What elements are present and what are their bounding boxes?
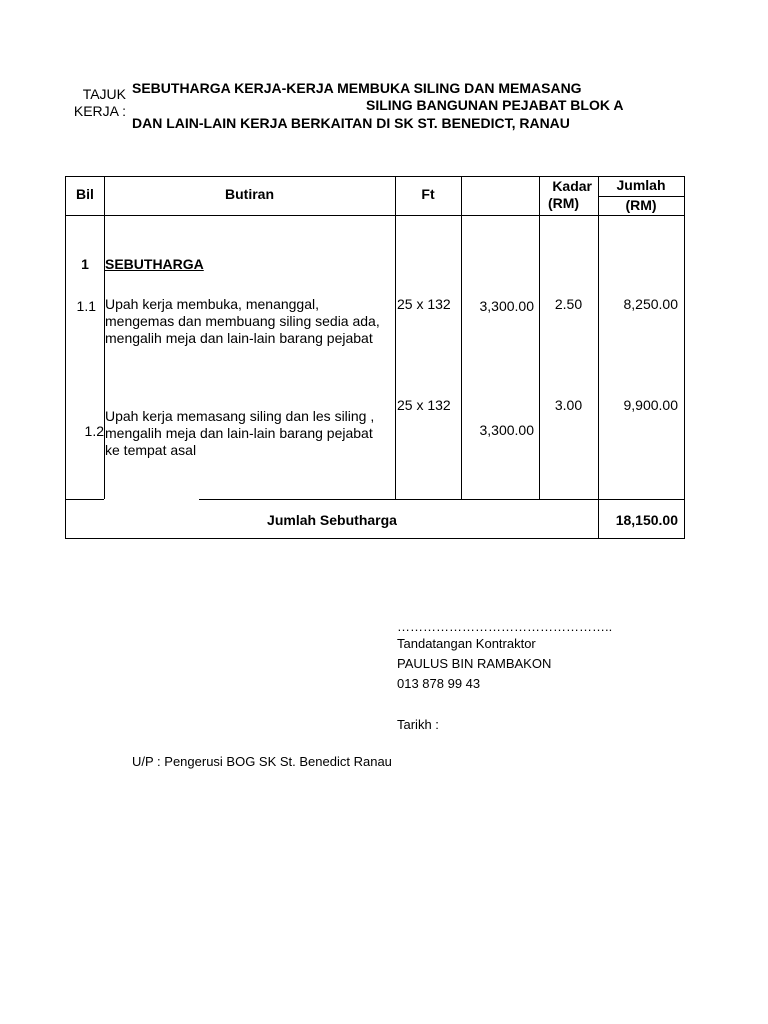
- header-kadar-line2: (RM): [548, 195, 580, 211]
- header-jumlah-line1: Jumlah: [616, 177, 666, 193]
- row-1-qty: 3,300.00: [479, 298, 534, 314]
- header-kadar-line1: Kadar: [552, 178, 592, 194]
- row-2-butiran: Upah kerja memasang siling dan les siling , mengalih meja dan lain-lain barang pejabat ke tempat asal: [105, 408, 375, 458]
- quotation-table: [65, 176, 685, 539]
- signature-line: …………………………………………..: [397, 619, 613, 634]
- row-1-jumlah: 8,250.00: [623, 296, 678, 312]
- row-1-bil: 1.1: [76, 298, 96, 314]
- title-line-1: SEBUTHARGA KERJA-KERJA MEMBUKA SILING DAN MEMASANG: [132, 80, 582, 96]
- row-2-bil: 1.2: [84, 423, 104, 439]
- total-value: 18,150.00: [615, 512, 678, 528]
- tajuk-label-line1: TAJUK: [82, 86, 126, 102]
- col-divider-ft: [461, 177, 462, 499]
- total-row-line-left: [66, 499, 104, 500]
- row-1-ft: 25 x 132: [397, 296, 451, 312]
- header-jumlah-line2: (RM): [625, 197, 657, 213]
- tajuk-kerja-label: [66, 86, 126, 120]
- row-2-jumlah: 9,900.00: [623, 397, 678, 413]
- col-divider-butiran: [395, 177, 396, 499]
- title-line-3: DAN LAIN-LAIN KERJA BERKAITAN DI SK ST. BENEDICT, RANAU: [132, 115, 570, 131]
- header-ft: Ft: [421, 186, 435, 202]
- header-bil: Bil: [76, 186, 94, 202]
- row-1-butiran: Upah kerja membuka, menanggal, mengemas dan membuang siling sedia ada, mengalih meja dan lain-lain barang pejabat: [105, 296, 380, 346]
- contractor-phone: 013 878 99 43: [397, 676, 481, 691]
- total-label: Jumlah Sebutharga: [267, 512, 397, 528]
- contractor-name: PAULUS BIN RAMBAKON: [397, 656, 552, 671]
- row-2-kadar: 3.00: [554, 397, 583, 413]
- tarikh-label: Tarikh :: [397, 717, 439, 732]
- col-divider-kadar: [598, 177, 599, 539]
- row-2-ft: 25 x 132: [397, 397, 451, 413]
- col-divider-qty: [539, 177, 540, 499]
- row-2-qty: 3,300.00: [479, 422, 534, 438]
- section-bil: 1: [81, 256, 89, 272]
- header-bottom-line: [66, 215, 684, 216]
- title-line-2: SILING BANGUNAN PEJABAT BLOK A: [366, 97, 624, 113]
- tajuk-label-line2: KERJA :: [73, 103, 126, 119]
- attention-line: U/P : Pengerusi BOG SK St. Benedict Ranau: [132, 754, 392, 769]
- header-kadar: [539, 178, 598, 212]
- row-1-kadar: 2.50: [554, 296, 583, 312]
- header-butiran: Butiran: [225, 186, 274, 202]
- section-title: SEBUTHARGA: [105, 256, 204, 272]
- total-row-line-right: [199, 499, 684, 500]
- signature-label: Tandatangan Kontraktor: [397, 636, 536, 651]
